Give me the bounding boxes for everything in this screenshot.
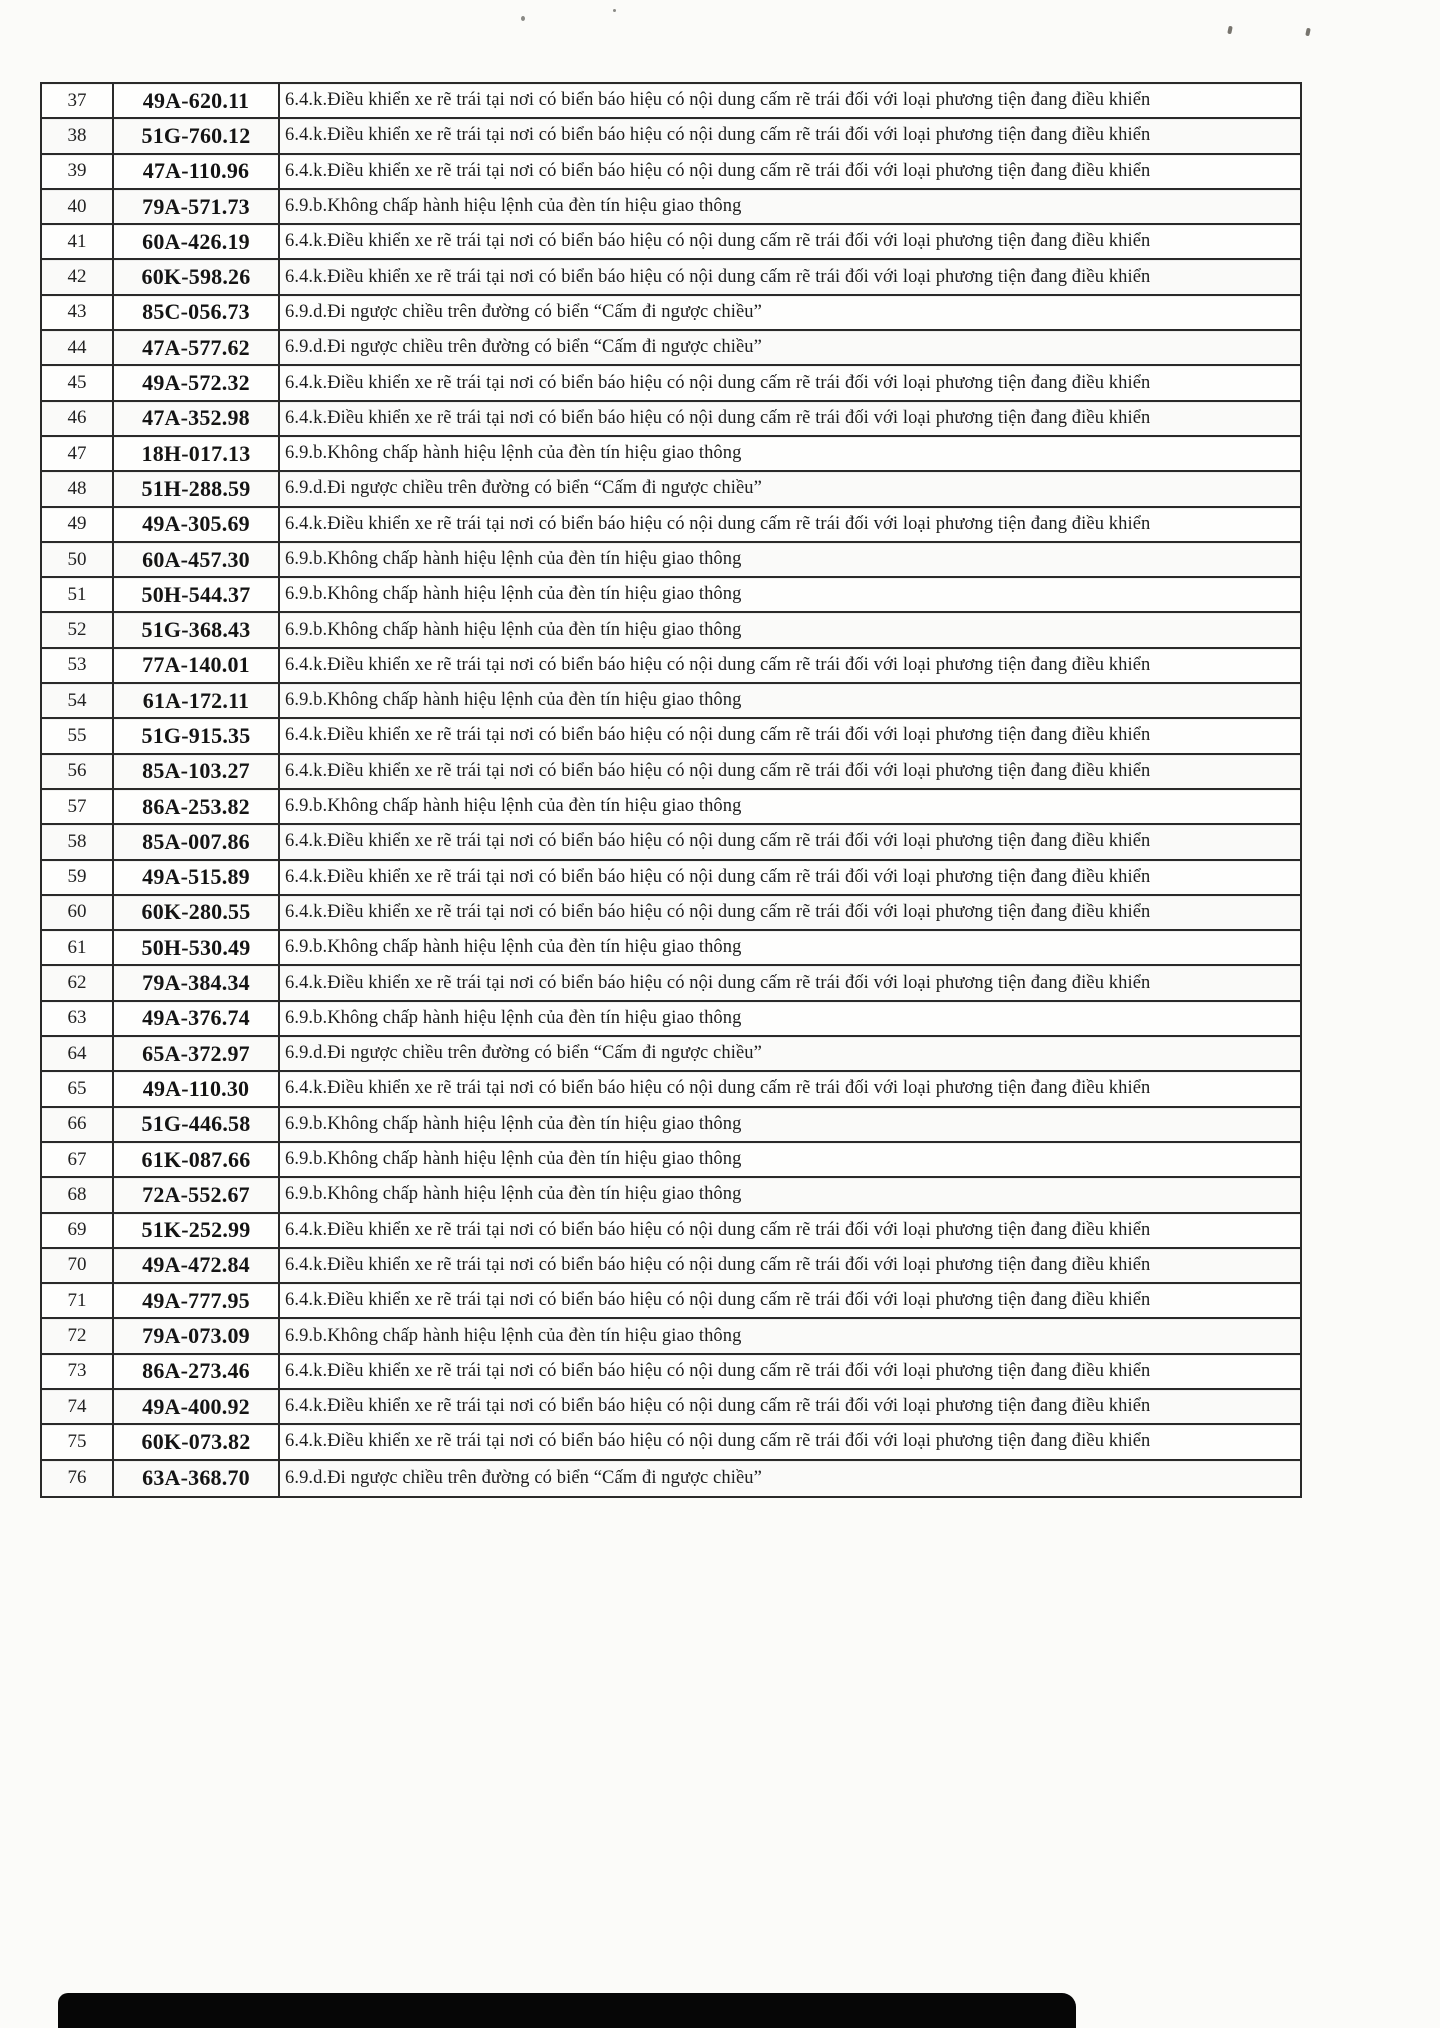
table-row [42, 684, 1300, 719]
row-number-cell: 38 [42, 119, 114, 152]
violation-description-cell: 6.9.b.Không chấp hành hiệu lệnh của đèn tín hiệu giao thông [285, 584, 742, 605]
license-plate-cell: 47A-110.96 [114, 155, 280, 188]
violation-description-cell: 6.9.b.Không chấp hành hiệu lệnh của đèn tín hiệu giao thông [285, 1184, 742, 1205]
row-number-cell: 52 [42, 613, 114, 646]
license-plate-cell: 50H-544.37 [114, 578, 280, 611]
row-number-cell: 39 [42, 155, 114, 188]
violation-description-cell: 6.4.k.Điều khiển xe rẽ trái tại nơi có biển báo hiệu có nội dung cấm rẽ trái đối với loại phương tiện đang điều khiển [285, 1219, 1151, 1240]
table-row [42, 649, 1300, 684]
table-row [42, 260, 1300, 295]
row-number-cell: 68 [42, 1178, 114, 1211]
license-plate-cell: 72A-552.67 [114, 1178, 280, 1211]
violation-description-cell: 6.9.b.Không chấp hành hiệu lệnh của đèn tín hiệu giao thông [285, 1007, 742, 1028]
row-number-cell: 49 [42, 508, 114, 541]
license-plate-cell: 51K-252.99 [114, 1214, 280, 1247]
license-plate-cell: 51G-368.43 [114, 613, 280, 646]
violation-description-cell: 6.4.k.Điều khiển xe rẽ trái tại nơi có biển báo hiệu có nội dung cấm rẽ trái đối với loại phương tiện đang điều khiển [285, 1254, 1151, 1275]
table-row [42, 1355, 1300, 1390]
scan-artifact-bar [58, 1993, 1076, 2028]
license-plate-cell: 47A-577.62 [114, 331, 280, 364]
scan-speck [521, 16, 525, 21]
row-number-cell: 73 [42, 1355, 114, 1388]
violation-description-cell: 6.4.k.Điều khiển xe rẽ trái tại nơi có biển báo hiệu có nội dung cấm rẽ trái đối với loại phương tiện đang điều khiển [285, 231, 1151, 252]
violation-description-cell: 6.4.k.Điều khiển xe rẽ trái tại nơi có biển báo hiệu có nội dung cấm rẽ trái đối với loại phương tiện đang điều khiển [285, 1078, 1151, 1099]
row-number-cell: 70 [42, 1249, 114, 1282]
row-number-cell: 67 [42, 1143, 114, 1176]
row-number-cell: 62 [42, 966, 114, 999]
violation-description-cell: 6.4.k.Điều khiển xe rẽ trái tại nơi có biển báo hiệu có nội dung cấm rẽ trái đối với loại phương tiện đang điều khiển [285, 266, 1151, 287]
table-row [42, 331, 1300, 366]
table-row [42, 1037, 1300, 1072]
violation-description-cell: 6.4.k.Điều khiển xe rẽ trái tại nơi có biển báo hiệu có nội dung cấm rẽ trái đối với loại phương tiện đang điều khiển [285, 901, 1151, 922]
table-row [42, 366, 1300, 401]
row-number-cell: 44 [42, 331, 114, 364]
license-plate-cell: 49A-620.11 [114, 84, 280, 117]
table-row [42, 402, 1300, 437]
license-plate-cell: 85A-103.27 [114, 755, 280, 788]
license-plate-cell: 86A-273.46 [114, 1355, 280, 1388]
license-plate-cell: 50H-530.49 [114, 931, 280, 964]
violation-description-cell: 6.4.k.Điều khiển xe rẽ trái tại nơi có biển báo hiệu có nội dung cấm rẽ trái đối với loại phương tiện đang điều khiển [285, 372, 1151, 393]
violation-description-cell: 6.4.k.Điều khiển xe rẽ trái tại nơi có biển báo hiệu có nội dung cấm rẽ trái đối với loại phương tiện đang điều khiển [285, 160, 1151, 181]
row-number-cell: 51 [42, 578, 114, 611]
row-number-cell: 54 [42, 684, 114, 717]
license-plate-cell: 61K-087.66 [114, 1143, 280, 1176]
table-row [42, 755, 1300, 790]
row-number-cell: 66 [42, 1108, 114, 1141]
license-plate-cell: 60K-598.26 [114, 260, 280, 293]
table-row [42, 84, 1300, 119]
license-plate-cell: 77A-140.01 [114, 649, 280, 682]
violation-description-cell: 6.4.k.Điều khiển xe rẽ trái tại nơi có biển báo hiệu có nội dung cấm rẽ trái đối với loại phương tiện đang điều khiển [285, 1396, 1151, 1417]
row-number-cell: 45 [42, 366, 114, 399]
table-row [42, 1108, 1300, 1143]
row-number-cell: 41 [42, 225, 114, 258]
scan-speck [613, 9, 616, 12]
row-number-cell: 65 [42, 1072, 114, 1105]
row-number-cell: 48 [42, 472, 114, 505]
violation-description-cell: 6.9.d.Đi ngược chiều trên đường có biển “Cấm đi ngược chiều” [285, 1043, 762, 1064]
table-row [42, 1425, 1300, 1460]
violation-description-cell: 6.9.d.Đi ngược chiều trên đường có biển “Cấm đi ngược chiều” [285, 301, 762, 322]
table-row [42, 543, 1300, 578]
violation-description-cell: 6.9.d.Đi ngược chiều trên đường có biển “Cấm đi ngược chiều” [285, 337, 762, 358]
license-plate-cell: 60K-073.82 [114, 1425, 280, 1458]
row-number-cell: 47 [42, 437, 114, 470]
license-plate-cell: 65A-372.97 [114, 1037, 280, 1070]
table-row [42, 896, 1300, 931]
table-row [42, 861, 1300, 896]
violation-description-cell: 6.9.b.Không chấp hành hiệu lệnh của đèn tín hiệu giao thông [285, 619, 742, 640]
license-plate-cell: 61A-172.11 [114, 684, 280, 717]
violation-description-cell: 6.9.b.Không chấp hành hiệu lệnh của đèn tín hiệu giao thông [285, 1325, 742, 1346]
row-number-cell: 60 [42, 896, 114, 929]
license-plate-cell: 51G-446.58 [114, 1108, 280, 1141]
table-row [42, 613, 1300, 648]
license-plate-cell: 79A-073.09 [114, 1319, 280, 1352]
violation-description-cell: 6.9.b.Không chấp hành hiệu lệnh của đèn tín hiệu giao thông [285, 690, 742, 711]
row-number-cell: 71 [42, 1284, 114, 1317]
row-number-cell: 37 [42, 84, 114, 117]
table-row [42, 719, 1300, 754]
table-row [42, 1249, 1300, 1284]
table-row [42, 1002, 1300, 1037]
row-number-cell: 72 [42, 1319, 114, 1352]
license-plate-cell: 47A-352.98 [114, 402, 280, 435]
row-number-cell: 59 [42, 861, 114, 894]
license-plate-cell: 49A-515.89 [114, 861, 280, 894]
table-row [42, 472, 1300, 507]
license-plate-cell: 49A-376.74 [114, 1002, 280, 1035]
table-row [42, 225, 1300, 260]
license-plate-cell: 49A-305.69 [114, 508, 280, 541]
violation-description-cell: 6.4.k.Điều khiển xe rẽ trái tại nơi có biển báo hiệu có nội dung cấm rẽ trái đối với loại phương tiện đang điều khiển [285, 407, 1151, 428]
license-plate-cell: 60A-426.19 [114, 225, 280, 258]
table-row [42, 119, 1300, 154]
violation-description-cell: 6.4.k.Điều khiển xe rẽ trái tại nơi có biển báo hiệu có nội dung cấm rẽ trái đối với loại phương tiện đang điều khiển [285, 654, 1151, 675]
table-row [42, 155, 1300, 190]
row-number-cell: 42 [42, 260, 114, 293]
table-row [42, 1390, 1300, 1425]
violation-description-cell: 6.9.b.Không chấp hành hiệu lệnh của đèn tín hiệu giao thông [285, 549, 742, 569]
row-number-cell: 57 [42, 790, 114, 823]
row-number-cell: 75 [42, 1425, 114, 1458]
violation-description-cell: 6.4.k.Điều khiển xe rẽ trái tại nơi có biển báo hiệu có nội dung cấm rẽ trái đối với loại phương tiện đang điều khiển [285, 725, 1151, 746]
license-plate-cell: 85C-056.73 [114, 296, 280, 329]
license-plate-cell: 49A-400.92 [114, 1390, 280, 1423]
row-number-cell: 64 [42, 1037, 114, 1070]
violation-table [40, 82, 1302, 1498]
violation-description-cell: 6.4.k.Điều khiển xe rẽ trái tại nơi có biển báo hiệu có nội dung cấm rẽ trái đối với loại phương tiện đang điều khiển [285, 513, 1151, 534]
table-row [42, 1319, 1300, 1354]
table-row [42, 296, 1300, 331]
table-row [42, 1143, 1300, 1178]
violation-description-cell: 6.4.k.Điều khiển xe rẽ trái tại nơi có biển báo hiệu có nội dung cấm rẽ trái đối với loại phương tiện đang điều khiển [285, 866, 1151, 887]
row-number-cell: 61 [42, 931, 114, 964]
license-plate-cell: 51G-760.12 [114, 119, 280, 152]
license-plate-cell: 49A-472.84 [114, 1249, 280, 1282]
row-number-cell: 43 [42, 296, 114, 329]
violation-description-cell: 6.4.k.Điều khiển xe rẽ trái tại nơi có biển báo hiệu có nội dung cấm rẽ trái đối với loại phương tiện đang điều khiển [285, 125, 1151, 146]
violation-description-cell: 6.9.b.Không chấp hành hiệu lệnh của đèn tín hiệu giao thông [285, 1113, 742, 1134]
row-number-cell: 55 [42, 719, 114, 752]
license-plate-cell: 85A-007.86 [114, 825, 280, 858]
violation-description-cell: 6.4.k.Điều khiển xe rẽ trái tại nơi có biển báo hiệu có nội dung cấm rẽ trái đối với loại phương tiện đang điều khiển [285, 831, 1151, 852]
violation-description-cell: 6.9.b.Không chấp hành hiệu lệnh của đèn tín hiệu giao thông [285, 937, 742, 958]
violation-description-cell: 6.4.k.Điều khiển xe rẽ trái tại nơi có biển báo hiệu có nội dung cấm rẽ trái đối với loại phương tiện đang điều khiển [285, 1431, 1151, 1452]
table-row [42, 966, 1300, 1001]
license-plate-cell: 79A-571.73 [114, 190, 280, 223]
table-row [42, 578, 1300, 613]
table-row [42, 790, 1300, 825]
violation-description-cell: 6.4.k.Điều khiển xe rẽ trái tại nơi có biển báo hiệu có nội dung cấm rẽ trái đối với loại phương tiện đang điều khiển [285, 1290, 1151, 1311]
violation-description-cell: 6.4.k.Điều khiển xe rẽ trái tại nơi có biển báo hiệu có nội dung cấm rẽ trái đối với loại phương tiện đang điều khiển [285, 760, 1151, 781]
violation-description-cell: 6.9.b.Không chấp hành hiệu lệnh của đèn tín hiệu giao thông [285, 443, 742, 464]
row-number-cell: 46 [42, 402, 114, 435]
row-number-cell: 63 [42, 1002, 114, 1035]
violation-description-cell: 6.9.b.Không chấp hành hiệu lệnh của đèn tín hiệu giao thông [285, 1149, 742, 1170]
table-row [42, 190, 1300, 225]
license-plate-cell: 18H-017.13 [114, 437, 280, 470]
table-row [42, 1072, 1300, 1107]
table-row [42, 825, 1300, 860]
table-row [42, 1284, 1300, 1319]
license-plate-cell: 79A-384.34 [114, 966, 280, 999]
row-number-cell: 40 [42, 190, 114, 223]
violation-description-cell: 6.9.d.Đi ngược chiều trên đường có biển “Cấm đi ngược chiều” [285, 1467, 762, 1488]
row-number-cell: 58 [42, 825, 114, 858]
row-number-cell: 69 [42, 1214, 114, 1247]
table-row [42, 437, 1300, 472]
license-plate-cell: 86A-253.82 [114, 790, 280, 823]
license-plate-cell: 63A-368.70 [114, 1461, 280, 1496]
violation-description-cell: 6.4.k.Điều khiển xe rẽ trái tại nơi có biển báo hiệu có nội dung cấm rẽ trái đối với loại phương tiện đang điều khiển [285, 90, 1151, 111]
row-number-cell: 53 [42, 649, 114, 682]
row-number-cell: 50 [42, 543, 114, 576]
violation-description-cell: 6.4.k.Điều khiển xe rẽ trái tại nơi có biển báo hiệu có nội dung cấm rẽ trái đối với loại phương tiện đang điều khiển [285, 972, 1151, 993]
license-plate-cell: 60A-457.30 [114, 543, 280, 576]
license-plate-cell: 49A-572.32 [114, 366, 280, 399]
table-row [42, 1461, 1300, 1496]
row-number-cell: 76 [42, 1461, 114, 1496]
row-number-cell: 56 [42, 755, 114, 788]
violation-description-cell: 6.9.b.Không chấp hành hiệu lệnh của đèn tín hiệu giao thông [285, 196, 742, 217]
scan-speck [1305, 28, 1311, 37]
table-row [42, 1214, 1300, 1249]
license-plate-cell: 60K-280.55 [114, 896, 280, 929]
violation-description-cell: 6.4.k.Điều khiển xe rẽ trái tại nơi có biển báo hiệu có nội dung cấm rẽ trái đối với loại phương tiện đang điều khiển [285, 1360, 1151, 1381]
table-row [42, 931, 1300, 966]
license-plate-cell: 51H-288.59 [114, 472, 280, 505]
violation-description-cell: 6.9.b.Không chấp hành hiệu lệnh của đèn tín hiệu giao thông [285, 796, 742, 817]
scan-speck [1227, 26, 1233, 35]
row-number-cell: 74 [42, 1390, 114, 1423]
violation-description-cell: 6.9.d.Đi ngược chiều trên đường có biển “Cấm đi ngược chiều” [285, 478, 762, 499]
license-plate-cell: 51G-915.35 [114, 719, 280, 752]
license-plate-cell: 49A-777.95 [114, 1284, 280, 1317]
table-row [42, 508, 1300, 543]
table-row [42, 1178, 1300, 1213]
license-plate-cell: 49A-110.30 [114, 1072, 280, 1105]
